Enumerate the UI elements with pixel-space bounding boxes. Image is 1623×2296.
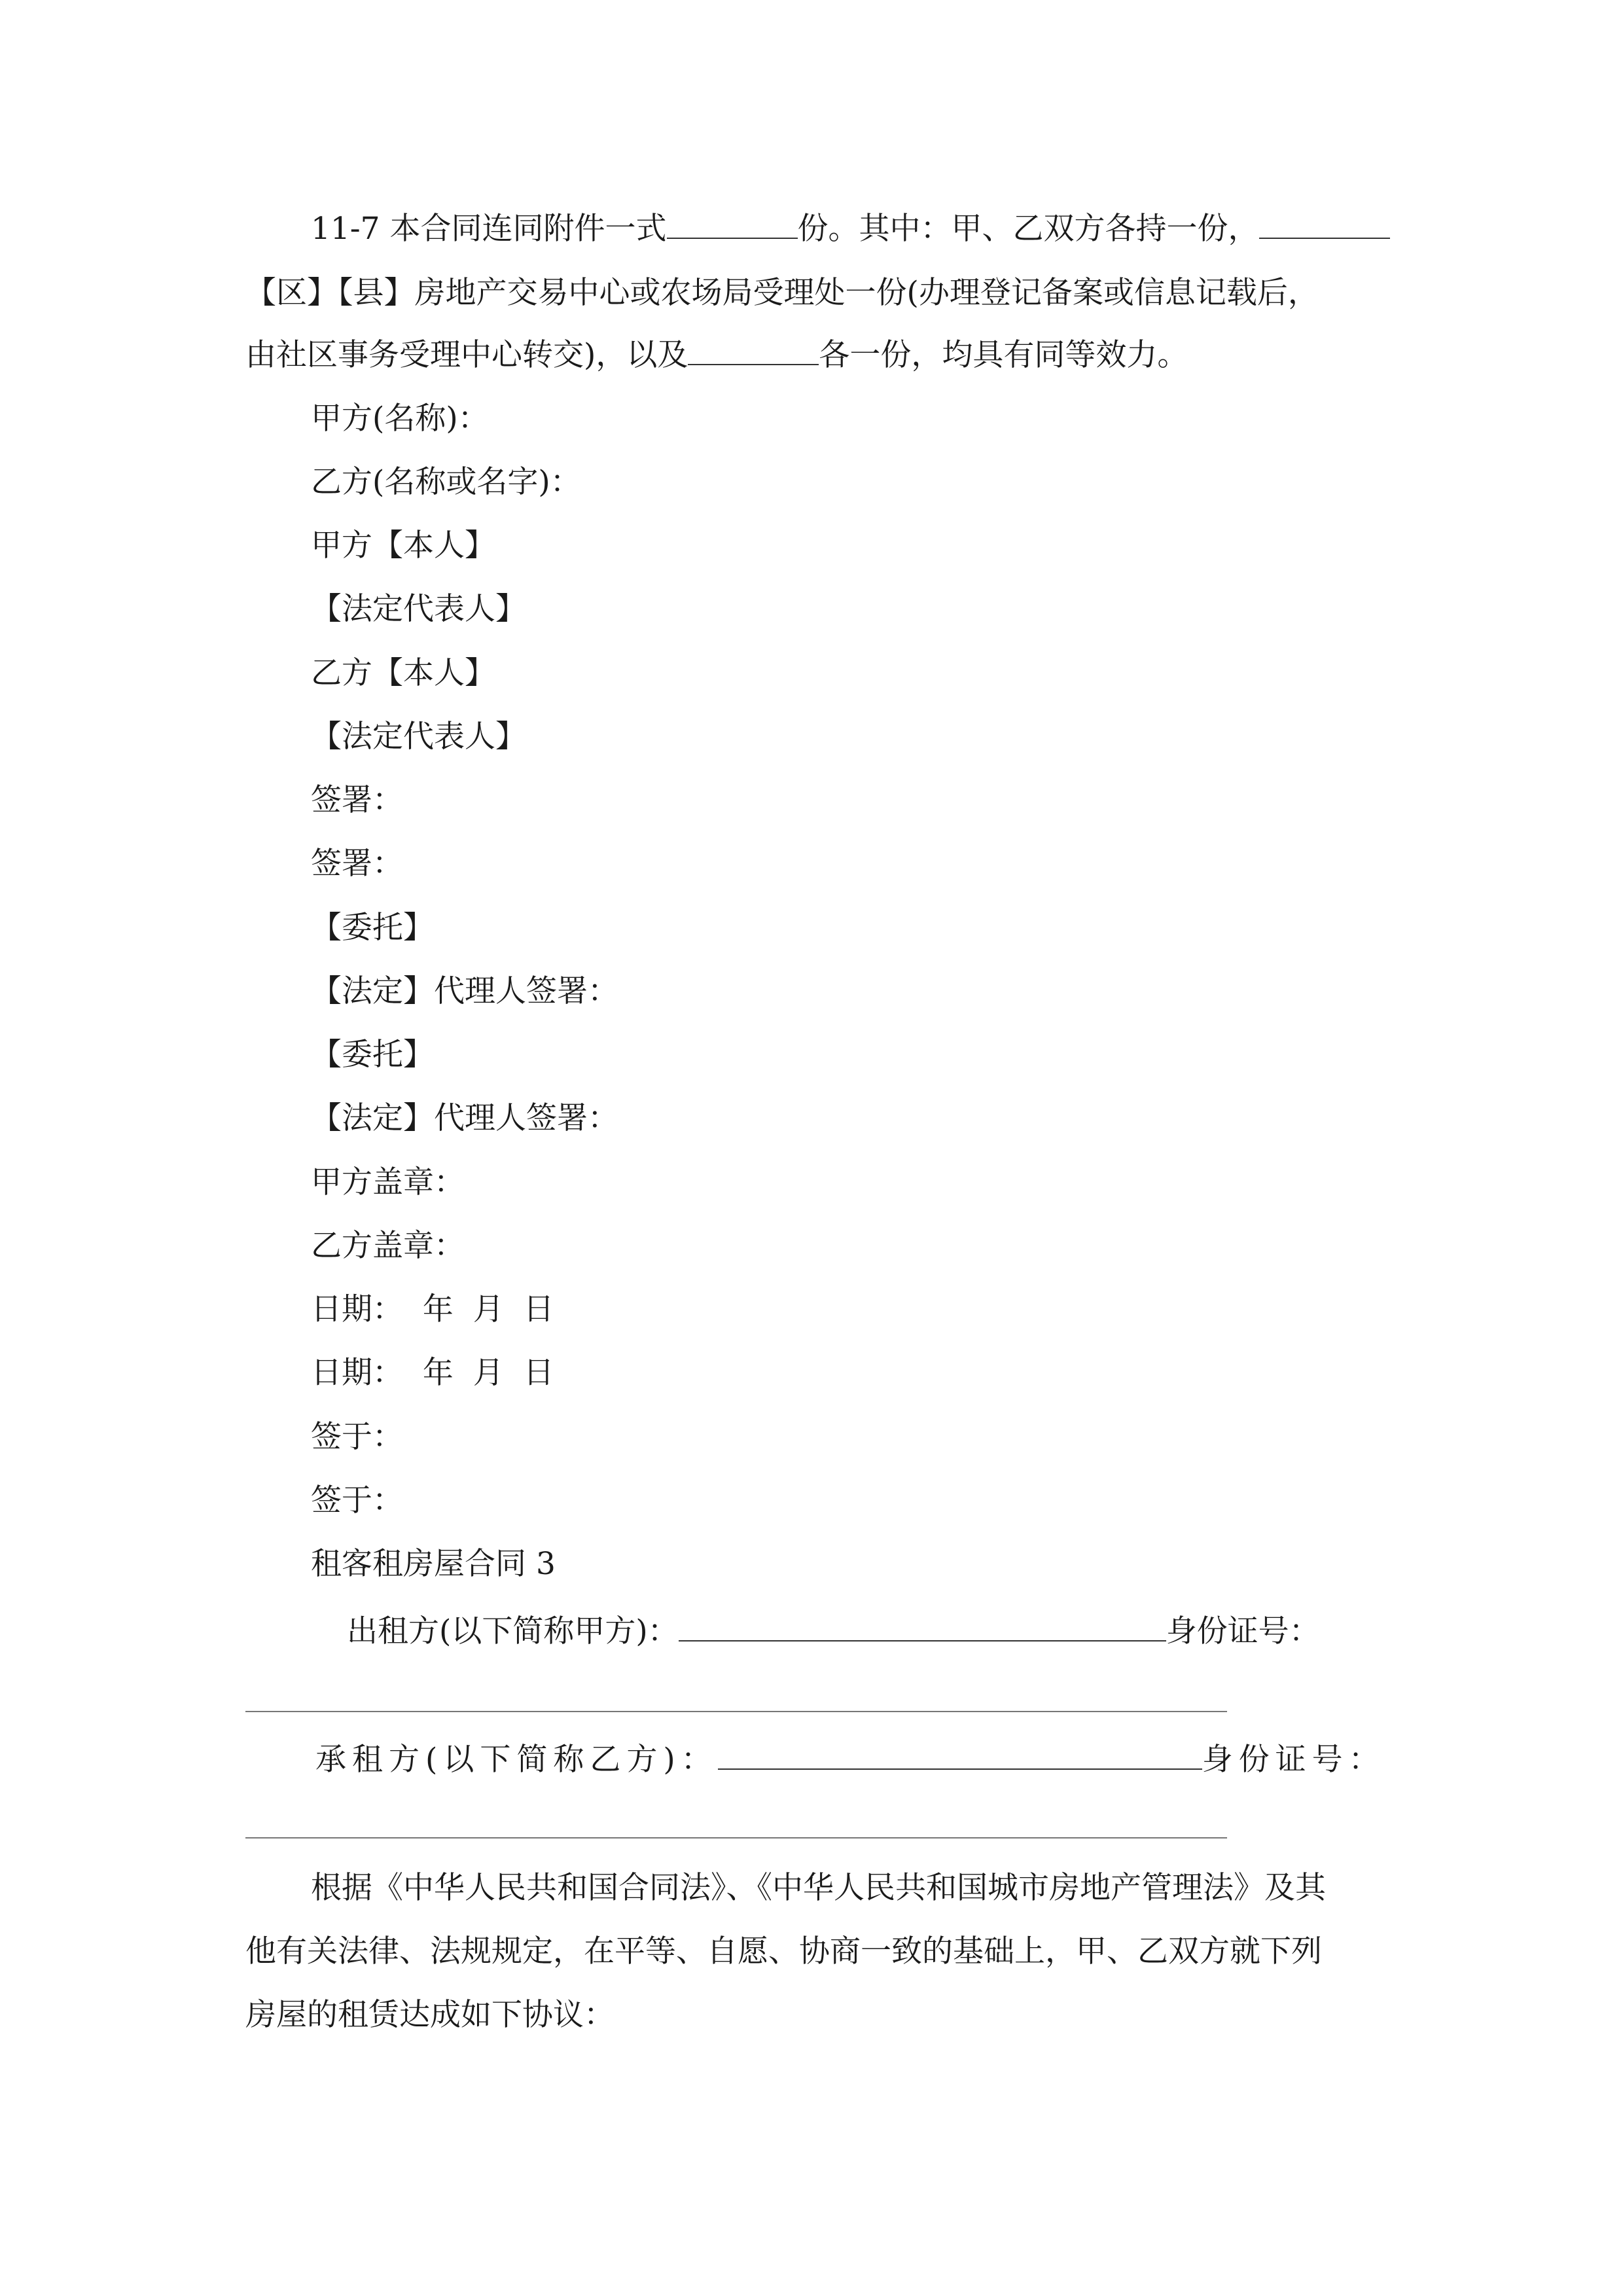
party-a-seal: 甲方盖章：	[311, 1164, 465, 1200]
party-b-legal-rep: 【法定代表人】	[311, 719, 526, 755]
lessee-id-label: 身份证号：	[1202, 1742, 1385, 1778]
lessee-name-blank	[718, 1742, 1202, 1770]
party-b-name: 乙方(名称或名字)：	[311, 464, 581, 500]
party-b-self: 乙方【本人】	[311, 655, 495, 691]
party-a-legal-rep: 【法定代表人】	[311, 591, 526, 627]
entrust-2: 【委托】	[311, 1037, 434, 1073]
sign-line-1: 签署：	[311, 782, 403, 818]
clause-11-7-text-a: 11-7 本合同连同附件一式	[311, 211, 667, 247]
agent-sign-2: 【法定】代理人签署：	[311, 1100, 618, 1136]
intro-line-1: 根据《中华人民共和国合同法》、《中华人民共和国城市房地产管理法》及其	[311, 1870, 1326, 1906]
copies-blank	[667, 211, 798, 239]
other-party-blank	[688, 338, 819, 365]
date-line-2: 日期： 年 月 日	[311, 1355, 554, 1391]
clause-11-7-line-2: 【区】【县】房地产交易中心或农场局受理处一份(办理登记备案或信息记载后，	[245, 275, 1319, 311]
lessor-name-blank	[679, 1614, 1166, 1641]
party-b-seal: 乙方盖章：	[311, 1228, 465, 1264]
sign-line-2: 签署：	[311, 846, 403, 882]
lessee-id-rule	[245, 1837, 1227, 1839]
lessor-id-rule	[245, 1711, 1227, 1712]
clause-11-7-text-c: 由社区事务受理中心转交)，以及	[245, 337, 688, 373]
intro-line-2: 他有关法律、法规规定，在平等、自愿、协商一致的基础上，甲、乙双方就下列	[245, 1933, 1322, 1969]
lessor-line	[347, 1612, 1320, 1651]
clause-11-7-line-3	[245, 336, 1188, 375]
office-blank	[1259, 211, 1390, 239]
party-a-name: 甲方(名称)：	[311, 401, 489, 437]
agent-sign-1: 【法定】代理人签署：	[311, 973, 618, 1009]
signed-at-1: 签于：	[311, 1419, 403, 1455]
clause-11-7-text-d: 各一份，均具有同等效力。	[819, 337, 1188, 373]
lessee-line	[315, 1740, 1385, 1780]
clause-11-7-line-1	[311, 209, 1390, 249]
intro-line-3: 房屋的租赁达成如下协议：	[245, 1997, 615, 2033]
contract-title: 租客租房屋合同 3	[311, 1546, 556, 1582]
lessor-id-label: 身份证号：	[1166, 1613, 1320, 1649]
entrust-1: 【委托】	[311, 910, 434, 946]
lessor-label: 出租方(以下简称甲方)：	[347, 1613, 679, 1649]
date-line-1: 日期： 年 月 日	[311, 1291, 554, 1327]
party-a-self: 甲方【本人】	[311, 528, 495, 564]
lessee-label: 承租方(以下简称乙方)：	[315, 1742, 718, 1778]
signed-at-2: 签于：	[311, 1482, 403, 1518]
clause-11-7-text-b: 份。其中：甲、乙双方各持一份，	[797, 211, 1259, 247]
